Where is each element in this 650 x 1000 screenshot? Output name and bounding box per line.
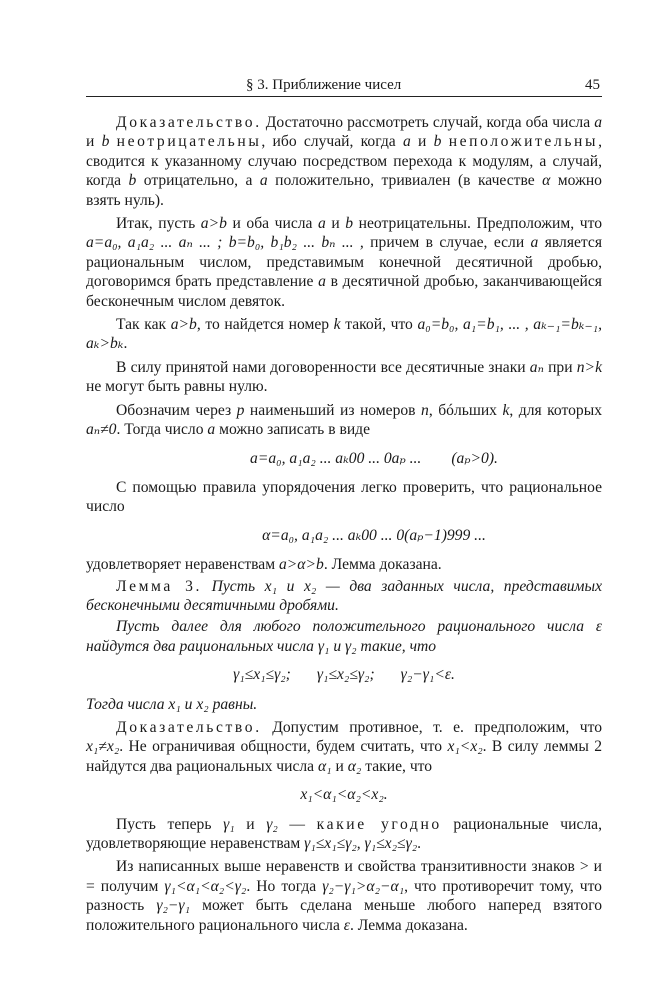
paragraph-5 xyxy=(86,401,602,440)
text: и xyxy=(234,815,267,833)
book-page xyxy=(86,74,602,935)
var: a xyxy=(402,133,411,151)
var: b xyxy=(128,172,137,190)
spaced-word: какие угодно xyxy=(316,815,442,833)
formula: n>k xyxy=(576,358,602,376)
proof-term: Доказательство. xyxy=(116,718,262,736)
equation-condition: (aₚ>0). xyxy=(451,449,498,467)
text: при xyxy=(543,358,577,376)
text: . Лемма доказана. xyxy=(323,556,442,574)
text: . xyxy=(123,335,128,353)
formula: x₁≠x₂ xyxy=(86,738,120,756)
text: и xyxy=(325,215,346,233)
text: причем в случае, если xyxy=(363,234,531,252)
text: отрицательно, а xyxy=(136,172,260,190)
equation-main: a=a₀, a₁a₂ ... aₖ00 ... 0aₚ ... xyxy=(250,449,422,467)
text: в десятичной дробью, заканчивающейся бесконечным числом девяток. xyxy=(86,273,602,310)
text: и xyxy=(410,133,434,151)
var: a xyxy=(318,215,326,233)
section-title: § 3. Приближение чисел xyxy=(246,77,402,93)
text: неотрицательны. Предположим, что xyxy=(353,215,602,233)
text: , что противоречит тому, что разность xyxy=(86,877,602,915)
var: a xyxy=(207,421,216,439)
formula: a>b xyxy=(170,316,197,334)
text: удовлетворяет неравенствам xyxy=(86,556,279,574)
paragraph-6 xyxy=(86,478,602,517)
page-body xyxy=(86,113,602,935)
formula: γ₁≤x₁≤γ₂, γ₁≤x₂≤γ₂ xyxy=(304,835,418,852)
text: Итак, пусть xyxy=(116,215,201,233)
var: ε xyxy=(343,916,350,934)
formula: aₙ≠0 xyxy=(86,421,117,439)
var: a xyxy=(530,234,539,252)
text: С помощью правила упорядочения легко проверить, что рациональное число xyxy=(86,478,602,516)
formula: γ₂−γ₁ xyxy=(156,897,190,915)
text: . Тогда число xyxy=(116,421,208,439)
var: p xyxy=(236,401,245,419)
ineq: γ₂−γ₁<ε. xyxy=(400,666,455,684)
lemma-label: Лемма 3. xyxy=(116,577,203,595)
text: . Но тогда xyxy=(246,877,323,895)
proof-paragraph-1 xyxy=(86,113,602,210)
text: наименьший из номеров xyxy=(244,401,422,419)
formula: a₀=b₀, a₁=b₁, ... , aₖ₋₁=bₖ₋₁, aₖ>bₖ xyxy=(86,316,602,353)
formula: aₙ xyxy=(529,358,544,376)
text: . xyxy=(417,835,422,852)
text: не могут быть равны нулю. xyxy=(86,378,268,396)
text: . Лемма доказана. xyxy=(349,916,468,934)
equation-2: α=a₀, a₁a₂ ... aₖ00 ... 0(aₚ−1)999 ... xyxy=(262,526,486,544)
formula: α₂ xyxy=(347,757,362,775)
proof-term: Доказательство. xyxy=(116,114,262,131)
text: Обозначим через xyxy=(116,401,237,419)
formula: γ₂−γ₁>α₂−α₁ xyxy=(322,877,405,895)
lemma-3-conclusion: Тогда числа x₁ и x₂ равны. xyxy=(86,695,258,713)
equation-3 xyxy=(86,665,602,684)
paragraph-3 xyxy=(86,315,602,354)
text: и xyxy=(331,757,348,775)
equation-1 xyxy=(86,449,602,468)
lemma-text: Пусть x₁ и x₂ — два заданных числа, представимых бесконечными десятичными дробями. xyxy=(86,577,602,614)
text: является рациональным числом, представимым конечной десятичной дробью, договоримся брать представление xyxy=(86,234,603,291)
paragraph-10 xyxy=(86,857,602,935)
var: b xyxy=(433,133,442,151)
text: можно записать в виде xyxy=(215,421,371,439)
ineq: γ₁≤x₂≤γ₂; xyxy=(316,666,375,684)
var: α xyxy=(542,172,551,190)
var: k xyxy=(502,401,510,419)
text: положительно, тривиален (в качестве xyxy=(267,172,543,190)
running-header xyxy=(86,74,602,97)
var: a xyxy=(318,273,326,291)
paragraph-2 xyxy=(86,214,602,311)
text: можно взять нуль). xyxy=(86,172,602,209)
spaced-word: неотрицательны xyxy=(116,133,262,151)
page-number: 45 xyxy=(585,77,600,93)
formula: a>b xyxy=(200,215,227,233)
text: такой, что xyxy=(340,316,418,334)
text: Достаточно рассмотреть случай, когда оба числа xyxy=(261,114,595,131)
lemma-3-condition: Пусть далее для любого положительного рационального числа ε найдутся два рациональных числа γ₁ и γ₂ такие, что xyxy=(86,618,602,655)
ineq: γ₁≤x₁≤γ₂; xyxy=(233,666,291,684)
var: k xyxy=(333,316,341,334)
text: , сводится к указанному случаю посредством перехода к модулям, а случай, когда xyxy=(86,133,602,190)
paragraph-9 xyxy=(86,815,602,854)
text: , ибо случай, когда xyxy=(261,133,403,151)
text: Из написанных выше неравенств и свойства транзитивности знаков > и = получим xyxy=(86,858,602,895)
text: и оба числа xyxy=(226,215,319,233)
text: Так как xyxy=(116,316,171,334)
text: , то найдется номер xyxy=(196,316,334,334)
formula: a>α>b xyxy=(278,556,324,574)
var: b xyxy=(101,133,110,151)
var: a xyxy=(594,114,602,131)
formula: γ₂ xyxy=(266,815,278,833)
text: . В силу леммы 2 найдутся два рациональных числа xyxy=(86,738,602,775)
text xyxy=(441,133,448,150)
var: n xyxy=(421,401,429,419)
var: a xyxy=(259,172,268,190)
spaced-word: неположительны xyxy=(448,133,599,151)
formula: a=a₀, a₁a₂ ... aₙ ... ; b=b₀, b₁b₂ ... bₙ ... , xyxy=(86,234,364,252)
proof-paragraph-2 xyxy=(86,718,602,776)
text: В силу принятой нами договоренности все десятичные знаки xyxy=(116,358,530,376)
paragraph-7 xyxy=(86,555,602,574)
formula: α₁ xyxy=(317,757,332,775)
formula: x₁<x₂ xyxy=(447,738,483,756)
text: может быть сделана меньше любого наперед взятого положительного рационального числа xyxy=(86,897,603,934)
formula: γ₁<α₁<α₂<γ₂ xyxy=(164,877,247,895)
text: Пусть теперь xyxy=(116,815,224,833)
text: рациональные числа, удовлетворяющие неравенствам xyxy=(86,815,602,852)
text: — xyxy=(277,815,317,833)
text xyxy=(109,133,116,150)
equation-4: x₁<α₁<α₂<x₂. xyxy=(300,786,388,804)
text: . Не ограничивая общности, будем считать, что xyxy=(119,738,448,756)
paragraph-4 xyxy=(86,358,602,397)
text: , бóльших xyxy=(428,401,503,419)
formula: γ₁ xyxy=(223,815,235,833)
text: и xyxy=(86,133,102,151)
text: Допустим противное, т. е. предположим, что xyxy=(261,718,602,736)
text: такие, что xyxy=(361,757,433,775)
text: , для которых xyxy=(509,401,602,419)
var: b xyxy=(345,215,354,233)
lemma-3-statement xyxy=(86,577,602,616)
